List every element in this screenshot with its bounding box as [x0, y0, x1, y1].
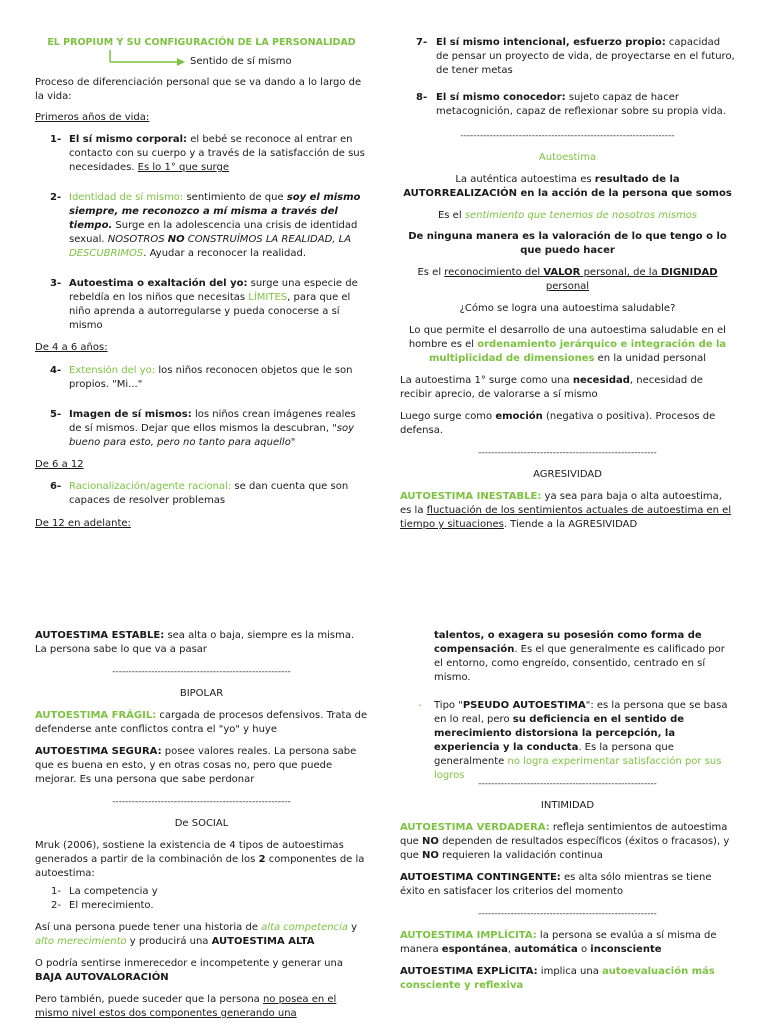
bold-text: AUTOESTIMA ALTA	[211, 936, 315, 947]
text: dependen de resultados específicos (éxitos o fracasos), y que	[400, 836, 730, 861]
text: o	[577, 944, 591, 955]
paragraph	[35, 993, 368, 1021]
item-text: sentimiento de que	[183, 192, 287, 203]
text: ya sea para baja o alta autoestima, es la	[400, 491, 722, 516]
paragraph	[35, 921, 368, 949]
item-number: 1-	[50, 134, 62, 145]
text: posee valores reales. La persona sabe que es buena en esto, y en otras cosas no, pero que puede mejorar. Es una persona que sabe perdonar	[35, 746, 357, 785]
text: La autoestima 1° surge como una	[400, 375, 573, 386]
item-text: se dan cuenta que son capaces de resolver problemas	[69, 481, 349, 506]
list-item	[400, 91, 735, 119]
list-item	[35, 480, 368, 508]
item-emphasis: soy el mismo siempre, me reconozco a mí misma a través del tiempo.	[69, 192, 361, 231]
list-item	[400, 36, 735, 78]
text: y	[347, 922, 358, 933]
item-text: capacidad de pensar un proyecto de vida, de proyectarse en el futuro, de tener metas	[436, 37, 735, 76]
item-number: 5-	[50, 409, 62, 420]
paragraph: ¿Cómo se logra una autoestima saludable?	[459, 303, 676, 314]
text: Lo que permite el desarrollo de una autoestima saludable en el hombre es el	[408, 325, 726, 350]
paragraph	[400, 965, 735, 993]
bold-text: emoción	[495, 411, 543, 422]
bold-text: necesidad	[572, 375, 630, 386]
green-bold-text: AUTOESTIMA INESTABLE:	[400, 491, 542, 502]
item-term: Racionalización/agente racional:	[69, 481, 232, 492]
list-item	[35, 408, 368, 450]
item-italic: CONSTRUÍMOS LA REALIDAD, LA	[184, 234, 352, 245]
bold-text: resultado de la AUTORREALIZACIÓN en la acción de la persona que somos	[403, 174, 732, 199]
text: implica una	[537, 966, 603, 977]
divider: -------------------------------------------------------	[478, 779, 657, 789]
item-number: 7-	[416, 37, 428, 48]
section-heading: AGRESIVIDAD	[533, 469, 602, 480]
underline-text: reconocimiento del	[444, 267, 544, 278]
text: . Es la persona que generalmente	[434, 742, 674, 767]
text: ,	[507, 944, 515, 955]
item-number: 2-	[51, 900, 61, 911]
text: Es el	[417, 267, 445, 278]
top-left-column	[35, 36, 368, 531]
item-emphasis: NO	[167, 234, 185, 245]
item-text: el bebé se reconoce al entrar en contacto con su cuerpo y a través de la satisfacción de sus necesidades.	[69, 134, 365, 173]
connector-arrow-icon	[109, 50, 189, 70]
text: sea alta o baja, siempre es la misma. La persona sabe lo que va a pasar	[35, 630, 355, 655]
text: . Tiende a la AGRESIVIDAD	[503, 519, 638, 530]
paragraph	[434, 699, 735, 783]
item-number: 2-	[50, 192, 62, 203]
paragraph	[400, 929, 735, 957]
item-term: Autoestima o exaltación del yo:	[69, 278, 248, 289]
bold-text: DIGNIDAD	[660, 267, 718, 278]
item-number: 4-	[50, 365, 62, 376]
text: Pero también, puede suceder que la persona	[35, 994, 263, 1005]
paragraph	[400, 374, 735, 402]
item-text: El merecimiento.	[69, 900, 154, 911]
text: refleja sentimientos de autoestima que	[400, 822, 728, 847]
bullet-dash: -	[418, 700, 422, 711]
item-number: 3-	[50, 278, 62, 289]
bold-text: 2	[258, 854, 266, 865]
green-italic-text: sentimiento que tenemos de nosotros mismos	[464, 210, 698, 221]
section-title: EL PROPIUM Y SU CONFIGURACIÓN DE LA PERSONALIDAD	[47, 37, 356, 48]
item-green-italic: DESCUBRIMOS	[69, 248, 144, 259]
paragraph	[400, 173, 735, 201]
paragraph	[400, 324, 735, 366]
text: la persona se evalúa a sí misma de manera	[400, 930, 717, 955]
bottom-left-column	[35, 629, 368, 1021]
bold-text: PSEUDO AUTOESTIMA	[462, 700, 586, 711]
item-term: Extensión del yo:	[69, 365, 156, 376]
underline-text: personal, de la	[580, 267, 661, 278]
section-heading: De SOCIAL	[174, 818, 229, 829]
green-bold-text: AUTOESTIMA VERDADERA:	[400, 822, 550, 833]
top-right-column	[400, 36, 735, 532]
item-text: los niños crean imágenes reales de sí mismos. Dejar que ellos mismos la descubran,	[69, 409, 356, 434]
green-bold-text: ordenamiento jerárquico e integración de la multiplicidad de dimensiones	[428, 339, 727, 364]
underline-text: no posea en el mismo nivel estos dos componentes generando una	[35, 994, 337, 1019]
bold-text: AUTOESTIMA ESTABLE:	[35, 630, 165, 641]
green-italic-text: alto merecimiento	[35, 936, 127, 947]
text: , necesidad de recibir aprecio, de valorarse a sí mismo	[400, 375, 703, 400]
green-bold-text: autoevaluación más consciente y reflexiva	[400, 966, 715, 991]
divider: -------------------------------------------------------	[112, 797, 291, 807]
section-heading: INTIMIDAD	[540, 800, 595, 811]
paragraph	[400, 821, 735, 863]
bold-text: talentos, o exagera su posesión como forma de compensación	[434, 630, 702, 655]
divider: ------------------------------------------------------------------	[460, 131, 675, 141]
green-italic-text: alta competencia	[261, 922, 348, 933]
item-number: 6-	[50, 481, 62, 492]
text: es alta sólo mientras se tiene éxito en satisfacer los criterios del momento	[400, 872, 712, 897]
list-item	[35, 277, 368, 333]
paragraph	[400, 209, 735, 223]
arrow-label: Sentido de sí mismo	[190, 56, 292, 67]
bold-text: VALOR	[543, 267, 581, 278]
arrow-row	[35, 52, 368, 70]
item-term: El sí mismo corporal:	[69, 134, 188, 145]
item-text: La competencia y	[69, 886, 158, 897]
item-text: surge una especie de rebeldía en los niños que necesitas	[69, 278, 358, 303]
text: requieren la validación continua	[438, 850, 603, 861]
bold-text: AUTOESTIMA EXPLÍCITA:	[400, 966, 538, 977]
paragraph	[400, 266, 735, 294]
list-item	[35, 885, 368, 899]
section-heading: Autoestima	[538, 152, 597, 163]
text: en la unidad personal	[594, 353, 707, 364]
item-text: los niños reconocen objetos que le son propios. "Mi..."	[69, 365, 353, 390]
bold-text: espontánea	[441, 944, 508, 955]
paragraph	[400, 410, 735, 438]
section-heading: BIPOLAR	[179, 688, 224, 699]
period-heading: De 12 en adelante:	[35, 518, 131, 529]
bottom-right-lower	[400, 777, 735, 993]
text: y producirá una	[126, 936, 212, 947]
green-text: no logra experimentar satisfacción por sus logros	[434, 756, 722, 781]
bottom-right-column	[418, 629, 735, 783]
item-number: 1-	[51, 886, 61, 897]
paragraph: De ninguna manera es la valoración de lo que tengo o lo que puedo hacer	[408, 231, 727, 256]
green-bold-text: AUTOESTIMA IMPLÍCITA:	[400, 930, 537, 941]
bold-text: BAJA AUTOVALORACIÓN	[35, 972, 169, 983]
list-item	[35, 364, 368, 392]
item-text: . Ayudar a reconocer la realidad.	[143, 248, 307, 259]
item-term: El sí mismo conocedor:	[436, 92, 566, 103]
text: Es el	[437, 210, 465, 221]
divider: -------------------------------------------------------	[112, 667, 291, 677]
list-item	[35, 133, 368, 175]
text: ": es la persona que se basa en lo real, pero	[434, 700, 728, 725]
item-underline: Es lo 1° que surge	[137, 162, 229, 173]
bold-text: su deficiencia en el sentido de merecimiento distorsiona la percepción, la experiencia y la conducta	[434, 714, 685, 753]
bold-text: AUTOESTIMA SEGURA:	[35, 746, 162, 757]
paragraph	[35, 629, 368, 657]
underline-text: personal	[545, 281, 590, 292]
bold-text: automática	[514, 944, 578, 955]
item-term: Identidad de sí mismo:	[69, 192, 184, 203]
item-italic: "soy bueno para esto, pero no tanto para aquello"	[69, 423, 355, 448]
paragraph	[35, 839, 368, 881]
text: La auténtica autoestima es	[455, 174, 595, 185]
item-number: 8-	[416, 92, 428, 103]
paragraph	[400, 490, 735, 532]
intro-text: Proceso de diferenciación personal que se va dando a lo largo de la vida:	[35, 77, 362, 102]
paragraph	[434, 629, 735, 685]
text: Mruk (2006), sostiene la existencia de 4 tipos de autoestimas generados a partir de la combinación de los	[35, 840, 344, 865]
bold-text: NO	[422, 850, 439, 861]
period-heading: De 6 a 12	[35, 459, 84, 470]
bold-text: NO	[422, 836, 439, 847]
text: O podría sentirse inmerecedor e incompetente y generar una	[35, 958, 343, 969]
text: Así una persona puede tener una historia de	[35, 922, 262, 933]
item-text: sujeto capaz de hacer metacognición, capaz de reflexionar sobre su propia vida.	[436, 92, 726, 117]
period-heading: Primeros años de vida:	[35, 112, 150, 123]
text: componentes de la autoestima:	[35, 854, 365, 879]
divider: -------------------------------------------------------	[478, 448, 657, 458]
text: . Es el que generalmente es calificado por el entorno, como engreído, consentido, centrado en sí mismo.	[434, 644, 725, 683]
list-item	[35, 899, 368, 913]
bold-text: AUTOESTIMA CONTINGENTE:	[400, 872, 561, 883]
green-bold-text: AUTOESTIMA FRÁGIL:	[35, 710, 157, 721]
paragraph	[35, 709, 368, 737]
item-term: Imagen de sí mismos:	[69, 409, 192, 420]
item-italic: NOSOTROS	[107, 234, 168, 245]
item-term: El sí mismo intencional, esfuerzo propio:	[436, 37, 666, 48]
text: Tipo "	[434, 700, 463, 711]
item-text: , para que el niño aprenda a autorregularse y pueda conocerse a sí mismo	[69, 292, 351, 331]
item-green: LÍMITES	[248, 292, 288, 303]
paragraph	[400, 871, 735, 899]
text: cargada de procesos defensivos. Trata de defenderse ante conflictos contra el "yo" y huye	[35, 710, 368, 735]
bullet-item	[418, 699, 735, 783]
list-item	[35, 191, 368, 261]
bold-text: inconsciente	[590, 944, 662, 955]
text: (negativa o positiva). Procesos de defensa.	[400, 411, 716, 436]
paragraph	[35, 745, 368, 787]
item-text: Surge en la adolescencia una crisis de identidad sexual.	[69, 220, 358, 245]
paragraph	[35, 957, 368, 985]
text: Luego surge como	[400, 411, 496, 422]
period-heading: De 4 a 6 años:	[35, 342, 108, 353]
underline-text: fluctuación de los sentimientos actuales de autoestima en el tiempo y situaciones	[400, 505, 732, 530]
divider: -------------------------------------------------------	[478, 909, 657, 919]
